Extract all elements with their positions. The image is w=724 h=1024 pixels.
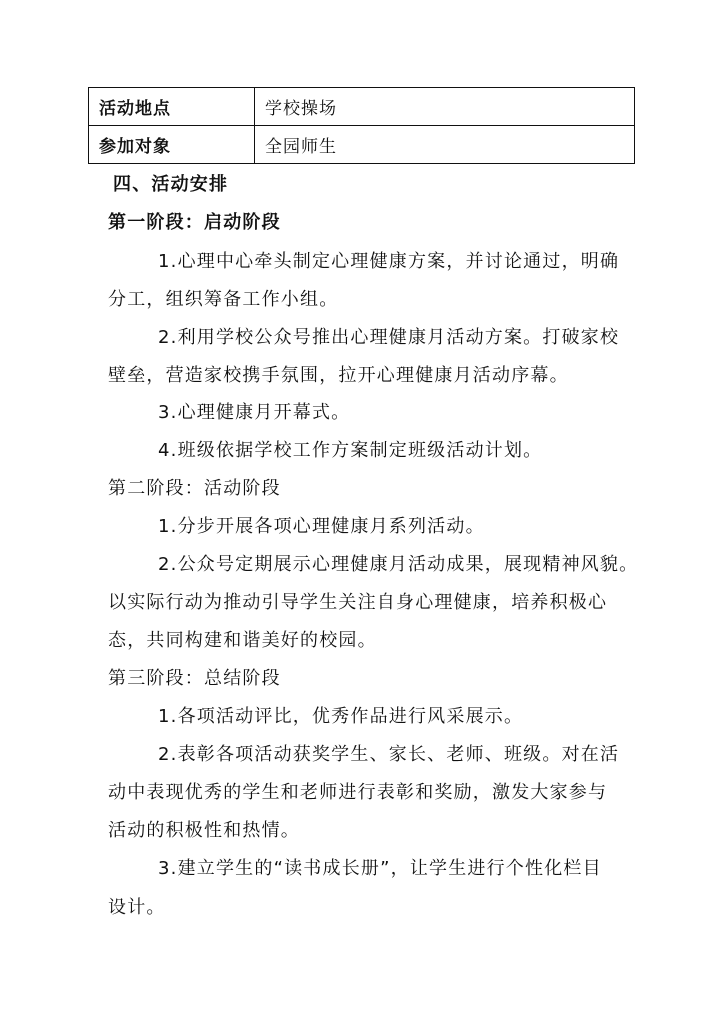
table-key-participants: 参加对象 xyxy=(89,126,255,164)
table-key-location: 活动地点 xyxy=(89,88,255,126)
paragraph-line: 活动的积极性和热情。 xyxy=(108,820,300,841)
paragraph-line: 态，共同构建和谐美好的校园。 xyxy=(108,630,377,651)
paragraph-line: 1.各项活动评比，优秀作品进行风采展示。 xyxy=(158,706,524,727)
stage2-heading: 第二阶段：活动阶段 xyxy=(108,478,281,499)
stage1-heading: 第一阶段：启动阶段 xyxy=(108,212,281,233)
paragraph-line: 2.公众号定期展示心理健康月活动成果，展现精神风貌。 xyxy=(158,554,639,575)
section-heading: 四、活动安排 xyxy=(113,174,229,195)
paragraph-line: 以实际行动为推动引导学生关注自身心理健康，培养积极心 xyxy=(108,592,608,613)
stage3-heading: 第三阶段：总结阶段 xyxy=(108,668,281,689)
paragraph-line: 4.班级依据学校工作方案制定班级活动计划。 xyxy=(158,440,543,461)
table-row xyxy=(89,88,635,126)
paragraph-line: 3.心理健康月开幕式。 xyxy=(158,402,351,423)
paragraph-line: 设计。 xyxy=(108,897,166,918)
paragraph-line: 1.心理中心牵头制定心理健康方案，并讨论通过，明确 xyxy=(158,251,620,272)
table-row xyxy=(89,126,635,164)
paragraph-line: 3.建立学生的“读书成长册”，让学生进行个性化栏目 xyxy=(158,858,602,879)
paragraph-line: 2.利用学校公众号推出心理健康月活动方案。打破家校 xyxy=(158,327,620,348)
paragraph-line: 壁垒，营造家校携手氛围，拉开心理健康月活动序幕。 xyxy=(108,365,569,386)
paragraph-line: 分工，组织筹备工作小组。 xyxy=(108,289,339,310)
paragraph-line: 1.分步开展各项心理健康月系列活动。 xyxy=(158,516,485,537)
table-value-participants: 全园师生 xyxy=(255,126,635,164)
paragraph-line: 动中表现优秀的学生和老师进行表彰和奖励，激发大家参与 xyxy=(108,782,608,803)
activity-info-table xyxy=(88,87,635,164)
table-value-location: 学校操场 xyxy=(255,88,635,126)
paragraph-line: 2.表彰各项活动获奖学生、家长、老师、班级。对在活 xyxy=(158,744,620,765)
